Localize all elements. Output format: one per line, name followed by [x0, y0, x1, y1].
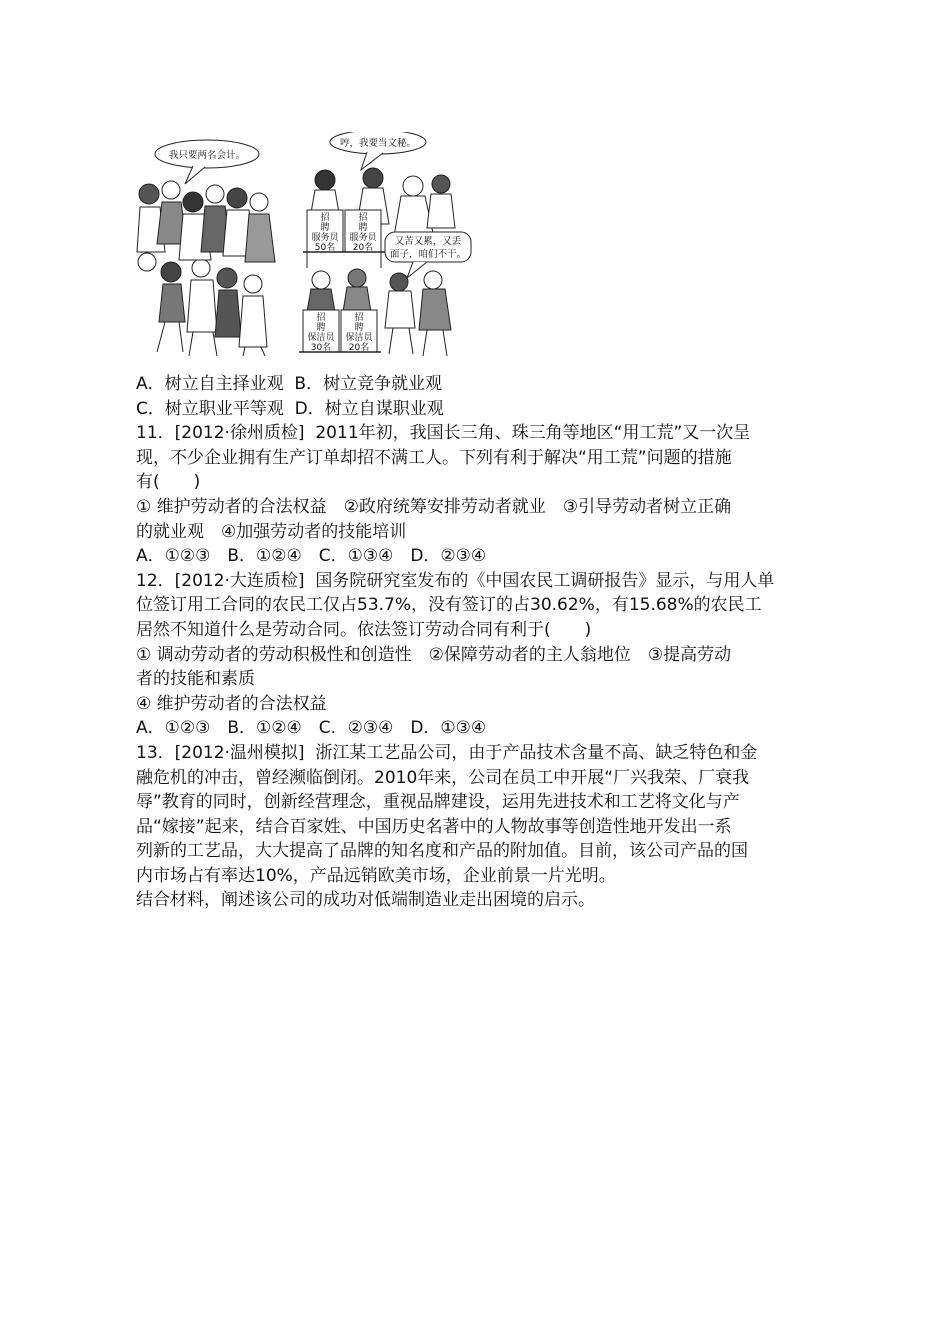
q10-options-ab: A．树立自主择业观 B．树立竞争就业观: [136, 374, 443, 394]
q11-options: A．①②③ B．①②④ C．①③④ D．②③④: [136, 546, 487, 567]
svg-text:招: 招: [358, 213, 368, 223]
q13-material-line-1: 13．[2012·温州模拟] 浙江某工艺品公司，由于产品技术含量不高、缺乏特色和金: [136, 742, 758, 763]
recruiters-lower: [307, 269, 371, 312]
svg-text:招: 招: [320, 213, 330, 223]
speech-bubble-right: [385, 232, 471, 278]
svg-text:聘: 聘: [320, 223, 330, 233]
svg-text:招: 招: [316, 313, 326, 323]
svg-text:聘: 聘: [358, 223, 368, 233]
svg-text:聘: 聘: [354, 323, 364, 333]
q11-items-line-1: ① 维护劳动者的合法权益 ②政府统筹安排劳动者就业 ③引导劳动者树立正确: [136, 496, 732, 517]
svg-text:20名: 20名: [352, 243, 374, 253]
svg-text:招: 招: [354, 313, 364, 323]
q12-items-line-2: 者的技能和素质: [136, 669, 255, 690]
q12-stem-line-1: 12．[2012·大连质检] 国务院研究室发布的《中国农民工调研报告》显示，与用人单: [136, 570, 775, 591]
q13-material-line-5: 列新的工艺品，大大提高了品牌的知名度和产品的附加值。目前，该公司产品的国: [136, 841, 748, 862]
question-text-block: [136, 372, 816, 913]
svg-text:50名: 50名: [314, 243, 336, 253]
q13-material-line-2: 融危机的冲击，曾经濒临倒闭。2010年来，公司在员工中开展“厂兴我荣、厂衰我: [136, 767, 750, 788]
walking-away-men: [385, 271, 451, 356]
q13-material-line-3: 辱”教育的同时，创新经营理念，重视品牌建设，运用先进技术和工艺将文化与产: [136, 792, 740, 813]
q13-material-line-4: 品“嫁接”起来，结合百家姓、中国历史名著中的人物故事等创造性地开发出一系: [136, 816, 732, 837]
svg-text:保洁员: 保洁员: [307, 333, 335, 343]
job-fair-cartoon: [135, 132, 475, 357]
q12-stem-line-2: 位签订用工合同的农民工仅占53.7%，没有签订的占30.62%，有15.68%的农民工: [136, 595, 762, 616]
q12-items-line-3: ④ 维护劳动者的合法权益: [136, 693, 327, 714]
q13-question: 结合材料，阐述该公司的成功对低端制造业走出困境的启示。: [136, 890, 595, 911]
speech-bubble-top: [330, 132, 426, 170]
bubble-right-line-1: 又苦又累，又丢: [394, 236, 462, 247]
bubble-left-text: 我只要两名会计。: [168, 150, 246, 161]
svg-text:服务员: 服务员: [349, 233, 377, 243]
svg-text:保洁员: 保洁员: [345, 333, 373, 343]
q12-items-line-1: ① 调动劳动者的劳动积极性和创造性 ②保障劳动者的主人翁地位 ③提高劳动: [136, 644, 732, 665]
q11-stem-line-3: 有( ): [136, 472, 201, 493]
q12-stem-line-3: 居然不知道什么是劳动合同。依法签订劳动合同有利于( ): [136, 619, 592, 640]
bubble-top-text: 哼，我要当文秘。: [339, 138, 417, 149]
job-seeker-crowd: [137, 181, 275, 356]
bubble-right-line-2: 面子，咱们不干。: [389, 249, 467, 260]
svg-text:20名: 20名: [348, 343, 370, 353]
q11-stem-line-2: 现，不少企业拥有生产订单却招不满工人。下列有利于解决“用工荒”问题的措施: [136, 447, 732, 468]
svg-text:聘: 聘: [316, 323, 326, 333]
svg-text:服务员: 服务员: [311, 233, 339, 243]
svg-text:30名: 30名: [310, 343, 332, 353]
q13-material-line-6: 内市场占有率达10%，产品远销欧美市场，企业前景一片光明。: [136, 865, 616, 886]
q12-options: A．①②③ B．①②④ C．②③④ D．①③④: [136, 718, 487, 739]
q11-items-line-2: 的就业观 ④加强劳动者的技能培训: [136, 521, 407, 542]
q10-options-cd: C．树立职业平等观 D．树立自谋职业观: [136, 398, 444, 419]
speech-bubble-left: [155, 140, 259, 184]
q11-stem-line-1: 11．[2012·徐州质检] 2011年初，我国长三角、珠三角等地区“用工荒”又一次呈: [136, 423, 751, 444]
